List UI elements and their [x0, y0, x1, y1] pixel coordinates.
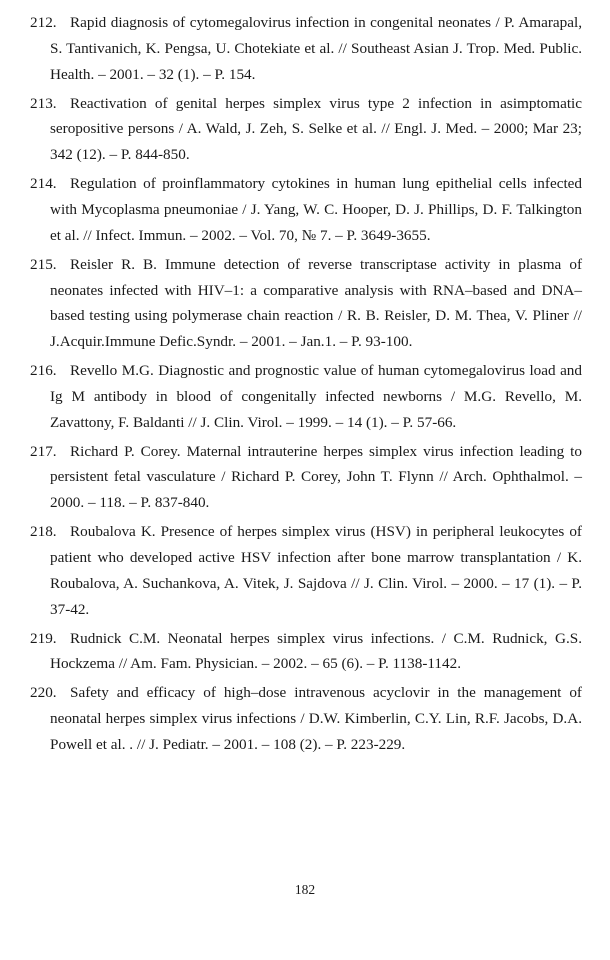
reference-number: 218.: [30, 523, 57, 541]
reference-number: 220.: [30, 684, 57, 702]
reference-text: Regulation of proinflammatory cytokines in human lung epithelial cells infected with Mycoplasma pneumoniae / J. Yang, W. C. Hooper, D. J. Phillips, D. F. Talkington et al. // Infect. Immun. – 2002. – Vol. 70, № 7. – P. 3649-3655.: [50, 175, 582, 244]
reference-number: 217.: [30, 442, 57, 460]
reference-item: [30, 10, 582, 87]
reference-number: 216.: [30, 362, 57, 380]
reference-item: [30, 91, 582, 168]
reference-text: Roubalova K. Presence of herpes simplex virus (HSV) in peripheral leukocytes of patient who developed active HSV infection after bone marrow transplantation / K. Roubalova, A. Suchankova, A. Vitek, J. Sajdova // J. Clin. Virol. – 2000. – 17 (1). – P. 37-42.: [50, 523, 582, 618]
reference-number: 214.: [30, 175, 57, 193]
reference-text: Richard P. Corey. Maternal intrauterine herpes simplex virus infection leading to persistent fetal vasculature / Richard P. Corey, John T. Flynn // Arch. Ophthalmol. – 2000. – 118. – P. 837-840.: [50, 442, 582, 512]
page-number: 182: [294, 882, 316, 897]
reference-text: Reactivation of genital herpes simplex virus type 2 infection in asimptomatic seropositive persons / A. Wald, J. Zeh, S. Selke et al. // Engl. J. Med. – 2000; Mar 23; 342 (12). – P. 844-850.: [50, 94, 582, 164]
reference-item: [30, 680, 582, 757]
reference-number: 212.: [30, 14, 57, 31]
reference-item: [30, 171, 582, 248]
reference-number: 219.: [30, 629, 57, 647]
reference-text: Rapid diagnosis of cytomegalovirus infection in congenital neonates / P. Amarapal, S. Tantivanich, K. Pengsa, U. Chotekiate et al. // Southeast Asian J. Trop. Med. Public. Health. – 2001. – 32 (1). – P. 154.: [50, 14, 582, 83]
reference-text: Revello M.G. Diagnostic and prognostic value of human cytomegalovirus load and Ig M antibody in blood of congenitally infected newborns / M.G. Revello, M. Zavattony, F. Baldanti // J. Clin. Virol. – 1999. – 14 (1). – P. 57-66.: [50, 362, 582, 431]
reference-item: [30, 519, 582, 622]
reference-number: 215.: [30, 255, 57, 273]
reference-text: Reisler R. B. Immune detection of reverse transcriptase activity in plasma of neonates infected with HIV–1: a comparative analysis with RNA–based and DNA–based testing using polymerase chain reaction / R. B. Reisler, D. M. Thea, V. Pliner // J.Acquir.Immune Defic.Syndr. – 2001. – Jan.1. – P. 93-100.: [50, 255, 582, 351]
reference-text: Rudnick C.M. Neonatal herpes simplex virus infections. / C.M. Rudnick, G.S. Hockzema // Am. Fam. Physician. – 2002. – 65 (6). – P. 1138-1142.: [50, 629, 582, 673]
reference-item: [30, 626, 582, 678]
reference-item: [30, 358, 582, 435]
reference-number: 213.: [30, 94, 57, 112]
reference-text: Safety and efficacy of high–dose intravenous acyclovir in the management of neonatal herpes simplex virus infections / D.W. Kimberlin, C.Y. Lin, R.F. Jacobs, D.A. Powell et al. . // J. Pediatr. – 2001. – 108 (2). – P. 223-229.: [50, 684, 582, 754]
reference-item: [30, 439, 582, 516]
reference-item: [30, 252, 582, 355]
reference-list: [30, 10, 582, 761]
